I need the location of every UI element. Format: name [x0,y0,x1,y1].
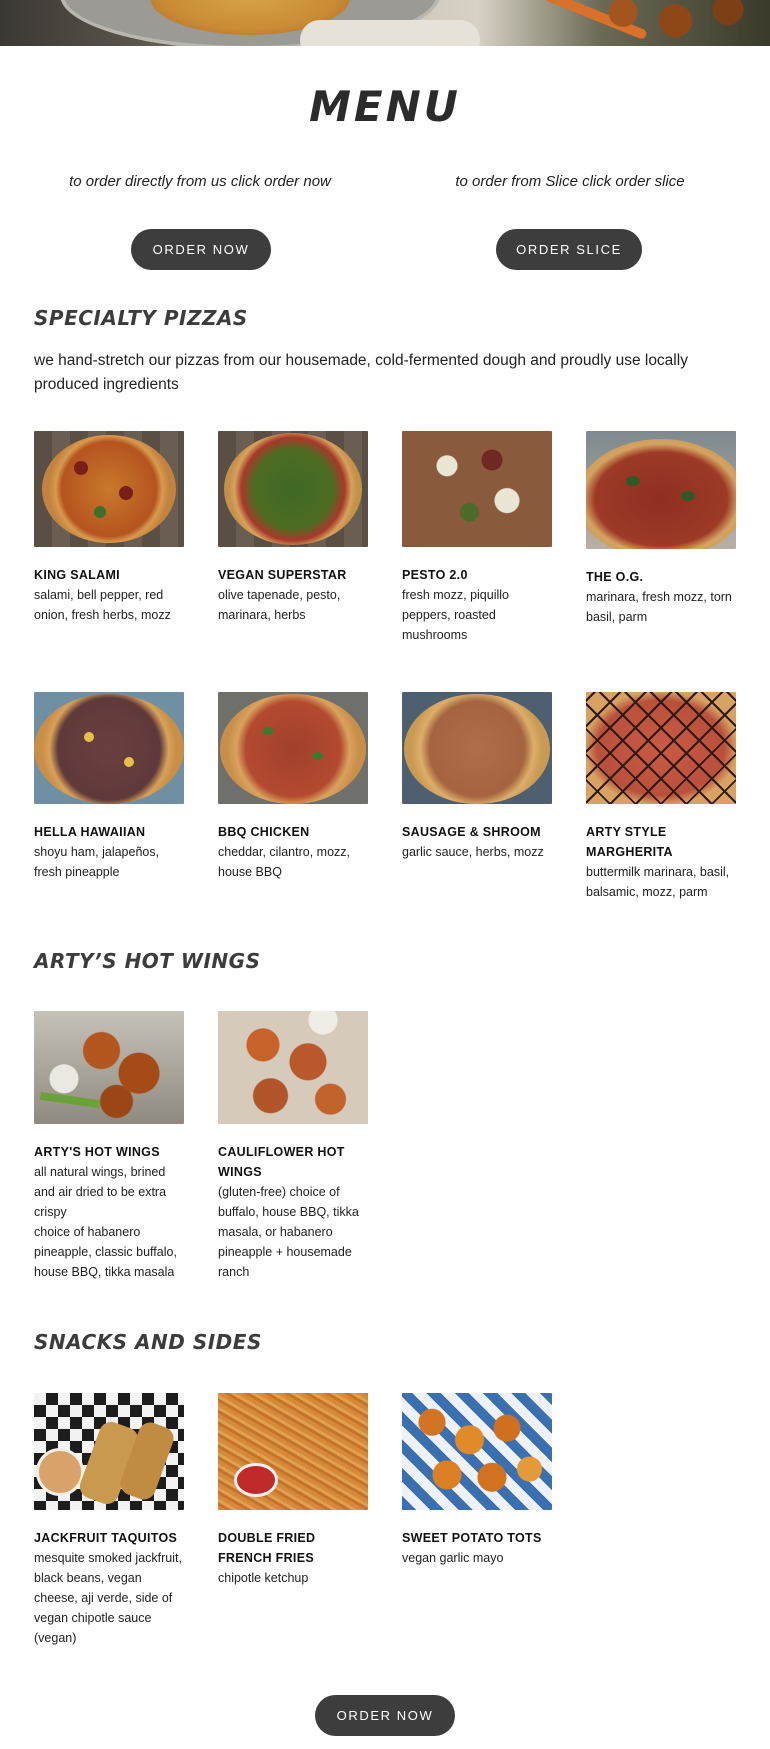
menu-item-pesto-2 [402,431,552,645]
order-now-button[interactable]: ORDER NOW [131,229,271,270]
section-heading-wings: ARTY’S HOT WINGS [34,949,261,973]
order-direct-text: to order directly from us click order now [69,173,331,190]
menu-item-vegan-superstar [218,431,368,625]
item-description: shoyu ham, jalapeños, fresh pineapple [34,845,160,879]
french-fries-image [218,1393,368,1510]
item-name: HELLA HAWAIIAN [34,825,146,839]
menu-item-sweet-potato-tots [402,1393,552,1568]
page-title: MENU [309,82,461,131]
item-description: marinara, fresh mozz, torn basil, parm [586,590,732,624]
item-description: garlic sauce, herbs, mozz [402,845,544,859]
item-name: KING SALAMI [34,568,120,582]
hero-banner-image [0,0,770,46]
item-name: ARTY'S HOT WINGS [34,1145,160,1159]
cauliflower-wings-image [218,1011,368,1124]
bbq-chicken-image [218,692,368,804]
menu-item-arty-margherita [586,692,736,902]
item-name: SAUSAGE & SHROOM [402,825,541,839]
arty-margherita-image [586,692,736,804]
section-heading-snacks: SNACKS AND SIDES [34,1330,262,1354]
vegan-superstar-image [218,431,368,547]
sausage-shroom-image [402,692,552,804]
menu-item-sausage-shroom [402,692,552,862]
item-name: ARTY STYLE MARGHERITA [586,825,673,859]
item-description: chipotle ketchup [218,1571,309,1585]
item-description: fresh mozz, piquillo peppers, roasted mushrooms [402,588,509,642]
item-name: VEGAN SUPERSTAR [218,568,347,582]
item-name: THE O.G. [586,570,644,584]
item-description-sauces: choice of habanero pineapple, classic buffalo, house BBQ, tikka masala [34,1225,177,1279]
item-description: buttermilk marinara, basil, balsamic, mozz, parm [586,865,730,899]
item-description: olive tapenade, pesto, marinara, herbs [218,588,341,622]
order-slice-text: to order from Slice click order slice [455,173,685,190]
the-og-image [586,431,736,549]
item-name: CAULIFLOWER HOT WINGS [218,1145,345,1179]
item-name: PESTO 2.0 [402,568,468,582]
jackfruit-taquitos-image [34,1393,184,1510]
item-name: DOUBLE FRIED FRENCH FRIES [218,1531,316,1565]
item-name: SWEET POTATO TOTS [402,1531,542,1545]
item-description: all natural wings, brined and air dried to be extra crispy [34,1165,167,1219]
hot-wings-image [34,1011,184,1124]
menu-item-king-salami [34,431,184,625]
pesto-2-image [402,431,552,547]
menu-item-hella-hawaiian [34,692,184,882]
menu-item-bbq-chicken [218,692,368,882]
item-name: BBQ CHICKEN [218,825,310,839]
item-description: mesquite smoked jackfruit, black beans, vegan cheese, aji verde, side of vegan chipotle sauce (vegan) [34,1551,182,1645]
item-description: salami, bell pepper, red onion, fresh herbs, mozz [34,588,171,622]
pizzas-intro: we hand-stretch our pizzas from our housemade, cold-fermented dough and proudly use locally produced ingredients [34,352,688,393]
king-salami-image [34,431,184,547]
order-now-bottom-button[interactable]: ORDER NOW [315,1695,455,1736]
item-name: JACKFRUIT TAQUITOS [34,1531,178,1545]
order-slice-button[interactable]: ORDER SLICE [496,229,642,270]
item-description: (gluten-free) choice of buffalo, house BBQ, tikka masala, or habanero pineapple + housemade ranch [218,1185,359,1279]
hella-hawaiian-image [34,692,184,804]
menu-item-artys-hot-wings [34,1011,184,1282]
menu-item-french-fries [218,1393,368,1588]
menu-item-the-og [586,431,736,627]
item-description: vegan garlic mayo [402,1551,504,1565]
item-description: cheddar, cilantro, mozz, house BBQ [218,845,351,879]
section-heading-pizzas: SPECIALTY PIZZAS [34,306,248,330]
sweet-potato-tots-image [402,1393,552,1510]
menu-item-cauliflower-wings [218,1011,368,1282]
menu-item-jackfruit-taquitos [34,1393,184,1648]
